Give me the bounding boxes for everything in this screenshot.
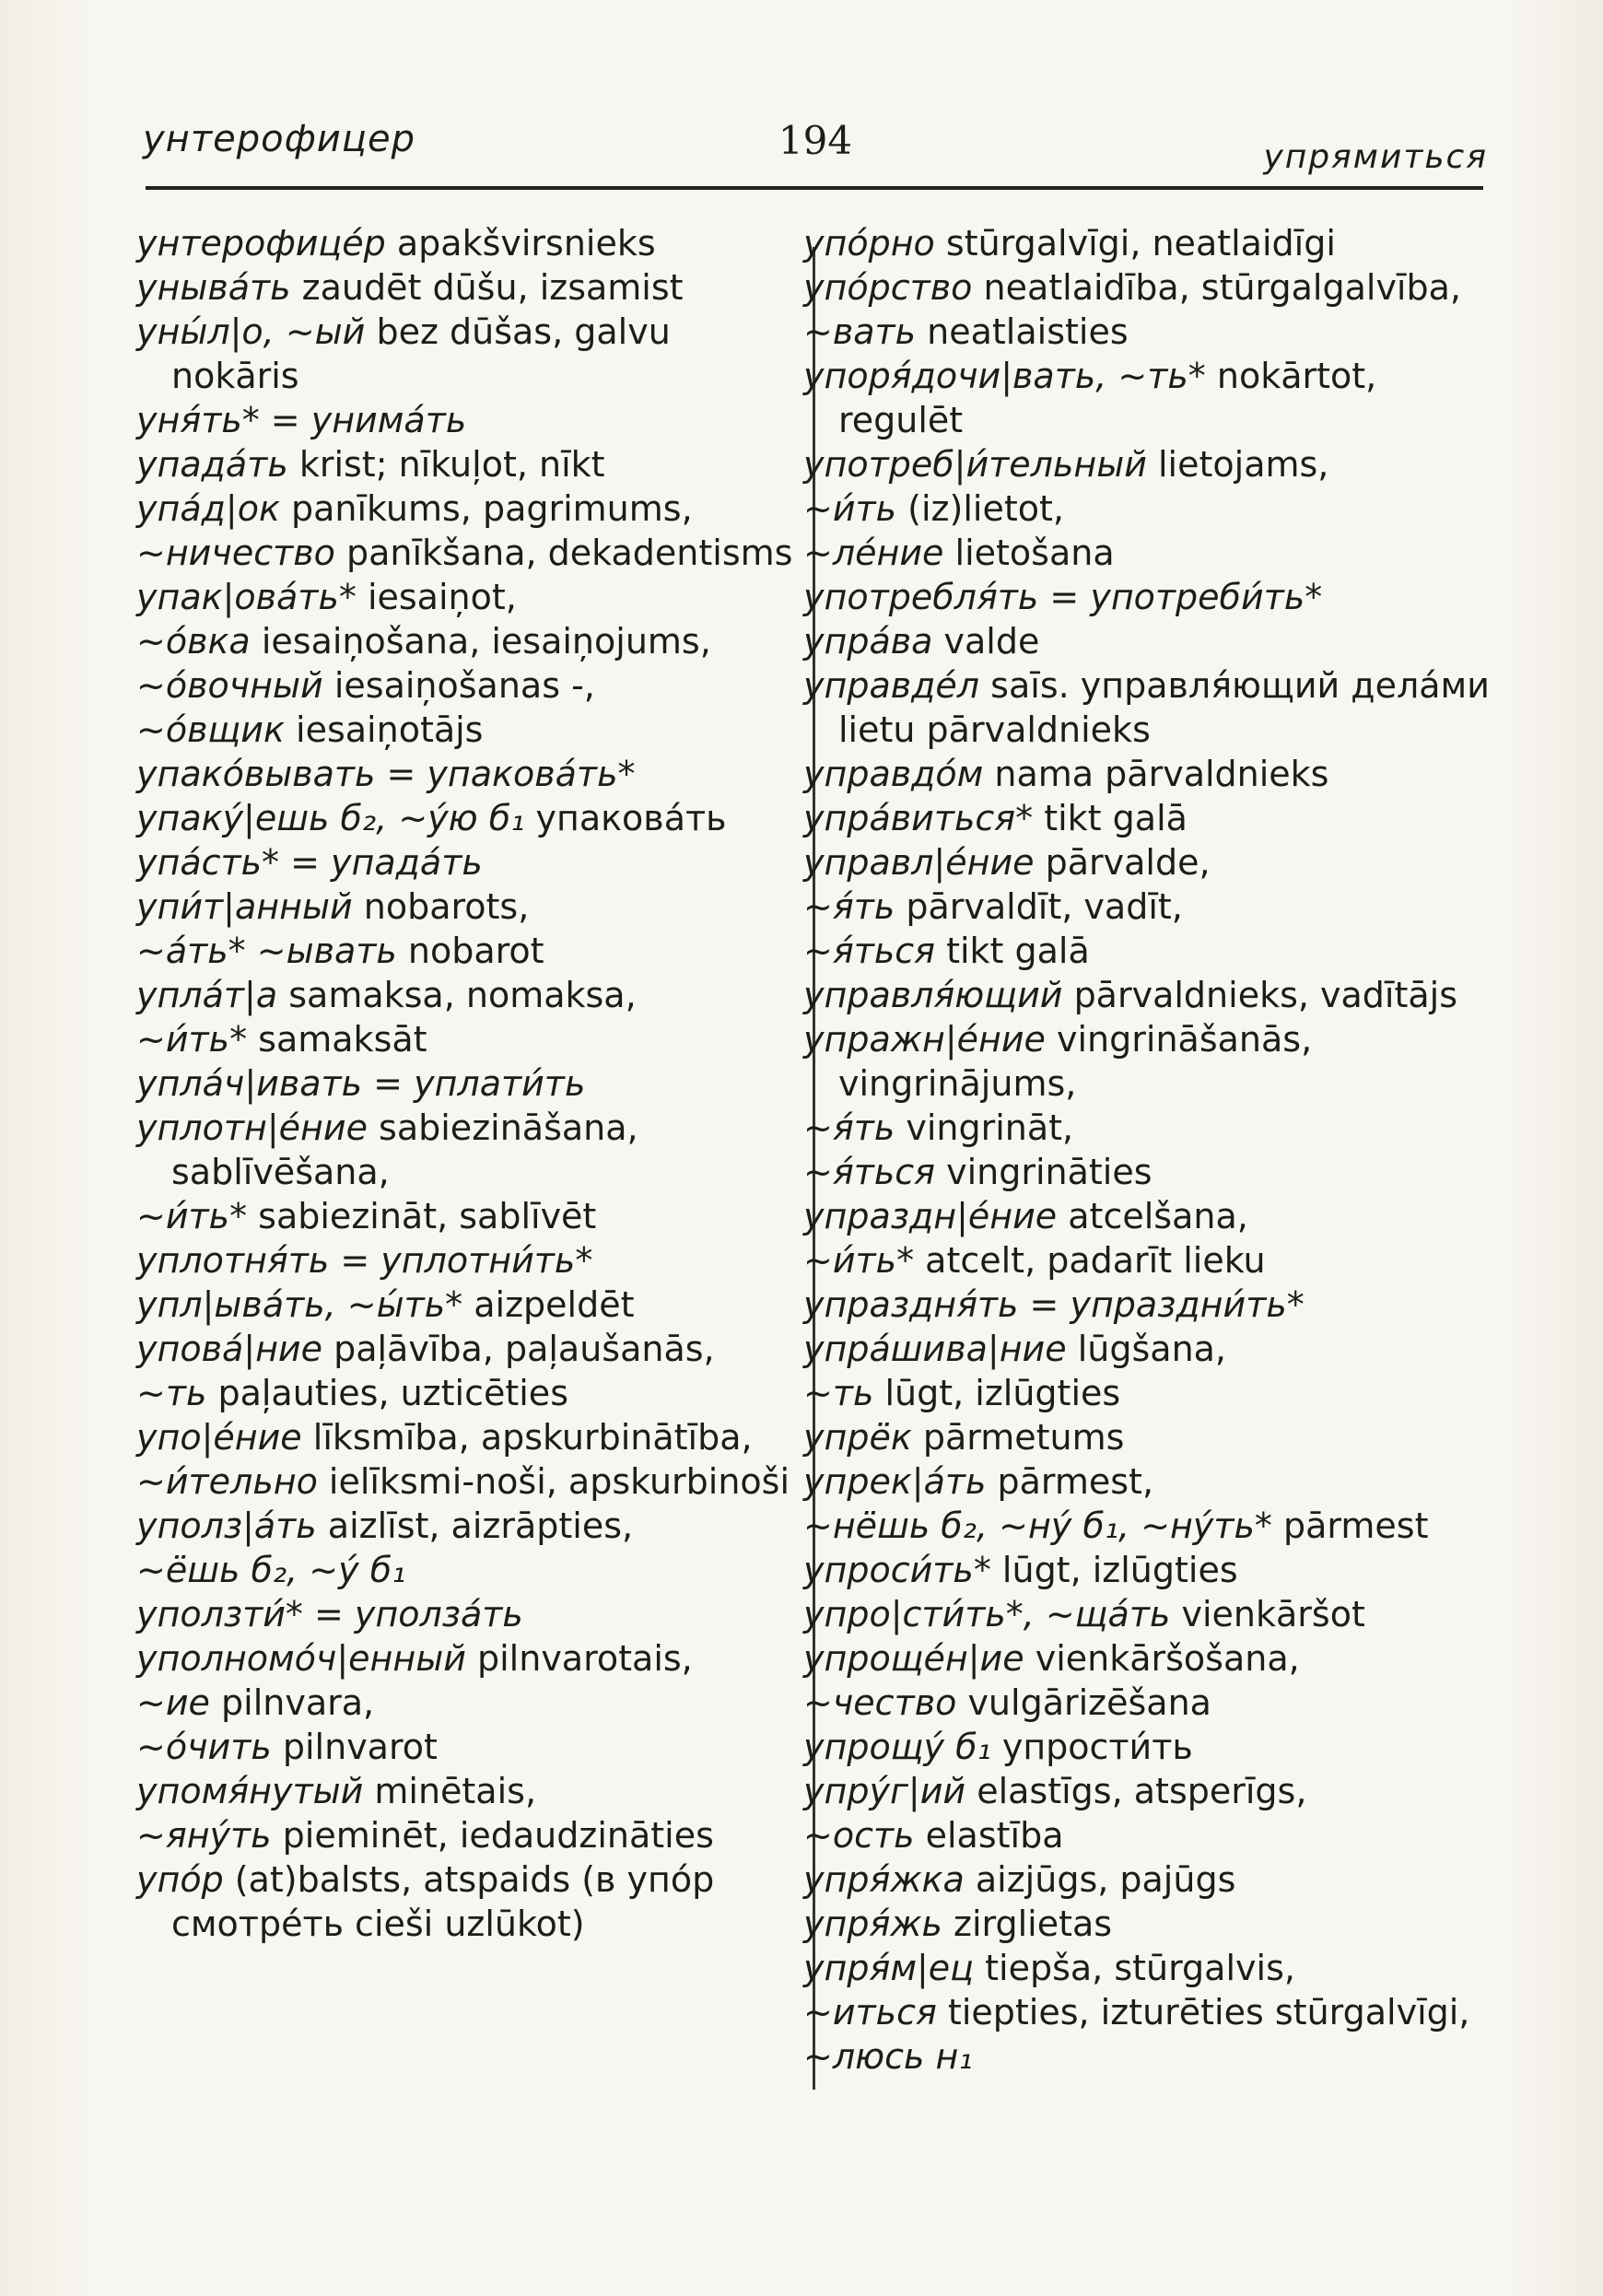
dictionary-entry <box>136 442 795 486</box>
dictionary-entry <box>136 486 795 531</box>
headword: ~о́вщик <box>136 709 285 750</box>
dictionary-entry <box>136 531 795 575</box>
headword: упру́г|ий <box>803 1771 966 1811</box>
dictionary-entry <box>136 619 795 663</box>
headword: ~чество <box>803 1682 957 1723</box>
headword: управде́л <box>803 665 980 706</box>
translation: упрости́ть <box>1001 1727 1193 1767</box>
translation: (iz)lietot, <box>907 488 1064 529</box>
dictionary-entry <box>803 1238 1490 1283</box>
translation: vingrināšanās, vingrinājums, <box>838 1019 1313 1104</box>
translation: lūgšana, <box>1077 1329 1227 1369</box>
translation: iesaiņošanas -, <box>333 665 595 706</box>
translation: elastīgs, atsperīgs, <box>977 1771 1307 1811</box>
translation: tiepties, izturēties stūrgalvīgi, <box>947 1992 1470 2032</box>
dictionary-entry <box>803 1415 1490 1459</box>
headword: уня́ть* = унима́ть <box>136 400 467 440</box>
dictionary-entry <box>136 1725 795 1769</box>
headword: уплотня́ть = уплотни́ть* <box>136 1240 593 1281</box>
dictionary-entry <box>136 575 795 619</box>
translation: stūrgalvīgi, neatlaidīgi <box>945 223 1336 264</box>
headword: упро|сти́ть*, ~ща́ть <box>803 1594 1171 1634</box>
dictionary-entry <box>803 884 1490 929</box>
headword: упо́р <box>136 1859 224 1900</box>
headword: упа́сть* = упада́ть <box>136 842 483 883</box>
headword: упо́рство <box>803 267 973 308</box>
headword: упо|е́ние <box>136 1417 302 1458</box>
dictionary-entry <box>136 929 795 973</box>
headword: ~и́ть* <box>136 1019 248 1060</box>
headword: упада́ть <box>136 444 288 485</box>
dictionary-entry <box>803 1769 1490 1813</box>
dictionary-entry <box>803 1946 1490 1990</box>
headword: уползти́* = уполза́ть <box>136 1594 523 1634</box>
translation: pārvaldīt, vadīt, <box>906 886 1183 927</box>
headword: уполномо́ч|енный <box>136 1638 466 1679</box>
dictionary-entry <box>136 310 795 398</box>
headword: ~вать <box>803 311 917 352</box>
headword: ~иться <box>803 1992 937 2032</box>
headword: ~и́ть* <box>803 1240 915 1281</box>
right-column <box>803 221 1490 2079</box>
translation: pilnvarot <box>282 1727 438 1767</box>
translation: pilnvara, <box>221 1682 375 1723</box>
headword: ~о́вка <box>136 621 251 662</box>
translation: упакова́ть <box>535 798 727 838</box>
translation: pārvalde, <box>1045 842 1211 883</box>
left-column <box>136 221 795 1946</box>
translation: nama pārvaldnieks <box>994 754 1329 794</box>
headword: упак|ова́ть* <box>136 577 357 617</box>
translation: elastība <box>925 1815 1064 1856</box>
translation: paļauties, uzticēties <box>217 1373 568 1413</box>
headword: ~ле́ние <box>803 533 944 573</box>
headword: упроси́ть* <box>803 1550 991 1590</box>
dictionary-entry <box>803 1017 1490 1106</box>
headword: упражн|е́ние <box>803 1019 1046 1060</box>
translation: iesaiņotājs <box>296 709 484 750</box>
headword: ~я́ть <box>803 1107 895 1148</box>
translation: nobarots, <box>363 886 530 927</box>
translation: panīkums, pagrimums, <box>291 488 693 529</box>
dictionary-entry <box>136 1017 795 1061</box>
dictionary-entry <box>803 663 1490 752</box>
dictionary-entry <box>803 575 1490 619</box>
translation: atcelt, padarīt lieku <box>925 1240 1266 1281</box>
headword: ~а́ть* ~ывать <box>136 931 397 971</box>
dictionary-entry <box>803 1813 1490 1857</box>
headword: упря́жка <box>803 1859 965 1900</box>
headword: упомя́нутый <box>136 1771 364 1811</box>
headword: унтерофице́р <box>136 223 386 264</box>
dictionary-entry <box>136 1681 795 1725</box>
headword: уплотн|е́ние <box>136 1107 368 1148</box>
headword: упо́рно <box>803 223 935 264</box>
headword: уполз|а́ть <box>136 1505 317 1546</box>
dictionary-entry <box>803 442 1490 486</box>
translation: pieminēt, iedaudzināties <box>282 1815 714 1856</box>
headword: упрек|а́ть <box>803 1461 987 1502</box>
headword: ~ть <box>803 1373 874 1413</box>
translation: vulgārizēšana <box>967 1682 1211 1723</box>
header-right-guide-word: упрямиться <box>1263 138 1488 176</box>
page-header <box>143 118 1488 192</box>
translation: valde <box>943 621 1040 662</box>
dictionary-entry <box>136 1194 795 1238</box>
translation: iesaiņošana, iesaiņojums, <box>261 621 711 662</box>
dictionary-entry <box>136 796 795 840</box>
headword: упра́шива|ние <box>803 1329 1067 1369</box>
dictionary-entry <box>136 398 795 442</box>
dictionary-entry <box>136 265 795 310</box>
translation: pārmest, <box>997 1461 1154 1502</box>
translation: vienkāršot <box>1181 1594 1365 1634</box>
headword: упраздня́ть = упраздни́ть* <box>803 1284 1305 1325</box>
translation: lūgt, izlūgties <box>884 1373 1121 1413</box>
translation: zirglietas <box>954 1904 1113 1944</box>
headword: ~о́вочный <box>136 665 323 706</box>
header-rule <box>146 186 1483 190</box>
headword: ~нёшь б₂, ~ну́ б₁, ~ну́ть* <box>803 1505 1272 1546</box>
headword: упроще́н|ие <box>803 1638 1024 1679</box>
headword: упова́|ние <box>136 1329 322 1369</box>
translation: pārmetums <box>922 1417 1125 1458</box>
translation: tikt galā <box>1044 798 1188 838</box>
headword: упи́т|анный <box>136 886 353 927</box>
translation: nokārtot, regulēt <box>838 356 1377 440</box>
headword: ~я́ться <box>803 931 935 971</box>
dictionary-entry <box>803 1990 1490 2034</box>
translation: vienkāršošana, <box>1035 1638 1300 1679</box>
headword: ~ть <box>136 1373 207 1413</box>
dictionary-entry <box>803 486 1490 531</box>
headword: ~и́ть <box>803 488 897 529</box>
headword: ~о́чить <box>136 1727 272 1767</box>
headword: упа́д|ок <box>136 488 280 529</box>
translation: sabiezināšana, sablīvēšana, <box>171 1107 638 1192</box>
translation: samaksa, nomaksa, <box>288 975 637 1015</box>
dictionary-entry <box>136 708 795 752</box>
translation: aizlīst, aizrāpties, <box>327 1505 634 1546</box>
headword: ~ничество <box>136 533 335 573</box>
dictionary-entry <box>803 1194 1490 1238</box>
dictionary-entry <box>136 663 795 708</box>
headword: употребля́ть = употреби́ть* <box>803 577 1323 617</box>
dictionary-entry <box>803 1106 1490 1150</box>
headword: управл|е́ние <box>803 842 1035 883</box>
dictionary-entry <box>803 354 1490 442</box>
dictionary-entry <box>136 1106 795 1194</box>
translation: iesaiņot, <box>367 577 517 617</box>
translation: aizpeldēt <box>474 1284 635 1325</box>
dictionary-entry <box>803 531 1490 575</box>
translation: aizjūgs, pajūgs <box>975 1859 1236 1900</box>
translation: minētais, <box>374 1771 537 1811</box>
translation: nobarot <box>407 931 544 971</box>
headword: упря́м|ец <box>803 1948 975 1988</box>
dictionary-entry <box>136 1548 795 1592</box>
dictionary-entry <box>136 1857 795 1946</box>
translation: tikt galā <box>946 931 1090 971</box>
dictionary-entry <box>803 1725 1490 1769</box>
headword: упра́ва <box>803 621 933 662</box>
headword: упрощу́ б₁ <box>803 1727 991 1767</box>
dictionary-entry <box>136 1371 795 1415</box>
translation: lietojams, <box>1158 444 1329 485</box>
headword: упл|ыва́ть, ~ы́ть* <box>136 1284 463 1325</box>
dictionary-entry <box>803 973 1490 1017</box>
dictionary-entry <box>803 1327 1490 1371</box>
dictionary-entry <box>803 1857 1490 1902</box>
translation: apakšvirsnieks <box>396 223 656 264</box>
dictionary-entry <box>803 221 1490 265</box>
dictionary-entry <box>803 1459 1490 1504</box>
dictionary-entry <box>136 1061 795 1106</box>
dictionary-entry <box>136 1636 795 1681</box>
headword: упря́жь <box>803 1904 942 1944</box>
translation: pārvaldnieks, vadītājs <box>1073 975 1458 1015</box>
dictionary-entry <box>803 265 1490 310</box>
headword: упла́т|а <box>136 975 278 1015</box>
headword: ~яну́ть <box>136 1815 272 1856</box>
translation: tiepša, stūrgalvis, <box>985 1948 1295 1988</box>
headword: уны́л|о, ~ый <box>136 311 366 352</box>
headword: ~ёшь б₂, ~у́ б₁ <box>136 1550 406 1590</box>
headword: ~ие <box>136 1682 210 1723</box>
dictionary-entry <box>136 1769 795 1813</box>
headword: упрёк <box>803 1417 912 1458</box>
headword: упако́вывать = упакова́ть* <box>136 754 636 794</box>
translation: sabiezināt, sablīvēt <box>258 1196 597 1236</box>
translation: vingrināt, <box>906 1107 1074 1148</box>
dictionary-entry <box>803 929 1490 973</box>
headword: ~люсь н₁ <box>803 2036 973 2077</box>
translation: lūgt, izlūgties <box>1001 1550 1238 1590</box>
headword: упра́виться* <box>803 798 1034 838</box>
dictionary-entry <box>803 1371 1490 1415</box>
headword: ~и́тельно <box>136 1461 318 1502</box>
headword: ~ость <box>803 1815 915 1856</box>
dictionary-entry <box>136 884 795 929</box>
dictionary-entry <box>136 221 795 265</box>
dictionary-entry <box>803 2034 1490 2079</box>
translation: neatlaidība, stūrgalgalvība, <box>983 267 1461 308</box>
dictionary-entry <box>136 1592 795 1636</box>
dictionary-entry <box>136 752 795 796</box>
dictionary-entry <box>136 1238 795 1283</box>
dictionary-entry <box>136 1415 795 1459</box>
headword: ~и́ть* <box>136 1196 248 1236</box>
dictionary-entry <box>803 796 1490 840</box>
dictionary-entry <box>803 619 1490 663</box>
translation: saīs. управля́ющий дела́ми lietu pārvaldnieks <box>838 665 1490 750</box>
dictionary-entry <box>136 1813 795 1857</box>
headword: уныва́ть <box>136 267 291 308</box>
translation: paļāvība, paļaušanās, <box>333 1329 715 1369</box>
headword: ~я́ться <box>803 1152 935 1192</box>
translation: līksmība, apskurbinātība, <box>312 1417 753 1458</box>
translation: krist; nīkuļot, nīkt <box>298 444 605 485</box>
dictionary-entry <box>136 1283 795 1327</box>
translation: (at)balsts, atspaids (в упо́р смотре́ть cieši uzlūkot) <box>171 1859 715 1944</box>
translation: samaksāt <box>258 1019 427 1060</box>
dictionary-entry <box>803 1636 1490 1681</box>
dictionary-entry <box>136 1327 795 1371</box>
translation: panīkšana, dekadentisms <box>345 533 793 573</box>
translation: pilnvarotais, <box>477 1638 693 1679</box>
dictionary-entry <box>136 1504 795 1548</box>
headword: упла́ч|ивать = уплати́ть <box>136 1063 586 1104</box>
dictionary-entry <box>136 1459 795 1504</box>
translation: neatlaisties <box>927 311 1129 352</box>
headword: упаку́|ешь б₂, ~у́ю б₁ <box>136 798 525 838</box>
dictionary-entry <box>803 1283 1490 1327</box>
translation: atcelšana, <box>1068 1196 1248 1236</box>
dictionary-entry <box>803 1150 1490 1194</box>
page-number: 194 <box>778 118 853 163</box>
dictionary-entry <box>803 1504 1490 1548</box>
dictionary-entry <box>803 840 1490 884</box>
headword: упоря́дочи|вать, ~ть* <box>803 356 1206 396</box>
dictionary-entry <box>803 1681 1490 1725</box>
dictionary-entry <box>803 1592 1490 1636</box>
headword: упраздн|е́ние <box>803 1196 1058 1236</box>
headword: употреб|и́тельный <box>803 444 1147 485</box>
header-left-guide-word: унтерофицер <box>143 118 416 160</box>
dictionary-entry <box>803 752 1490 796</box>
headword: управдо́м <box>803 754 984 794</box>
headword: ~я́ть <box>803 886 895 927</box>
translation: vingrināties <box>946 1152 1153 1192</box>
dictionary-entry <box>136 973 795 1017</box>
translation: zaudēt dūšu, izsamist <box>301 267 684 308</box>
dictionary-entry <box>136 840 795 884</box>
headword: управля́ющий <box>803 975 1063 1015</box>
translation: ielīksmi-noši, apskurbinoši <box>328 1461 790 1502</box>
translation: lietošana <box>954 533 1115 573</box>
dictionary-entry <box>803 1548 1490 1592</box>
dictionary-entry <box>803 1902 1490 1946</box>
translation: bez dūšas, galvu nokāris <box>171 311 671 396</box>
dictionary-entry <box>803 310 1490 354</box>
translation: pārmest <box>1283 1505 1429 1546</box>
